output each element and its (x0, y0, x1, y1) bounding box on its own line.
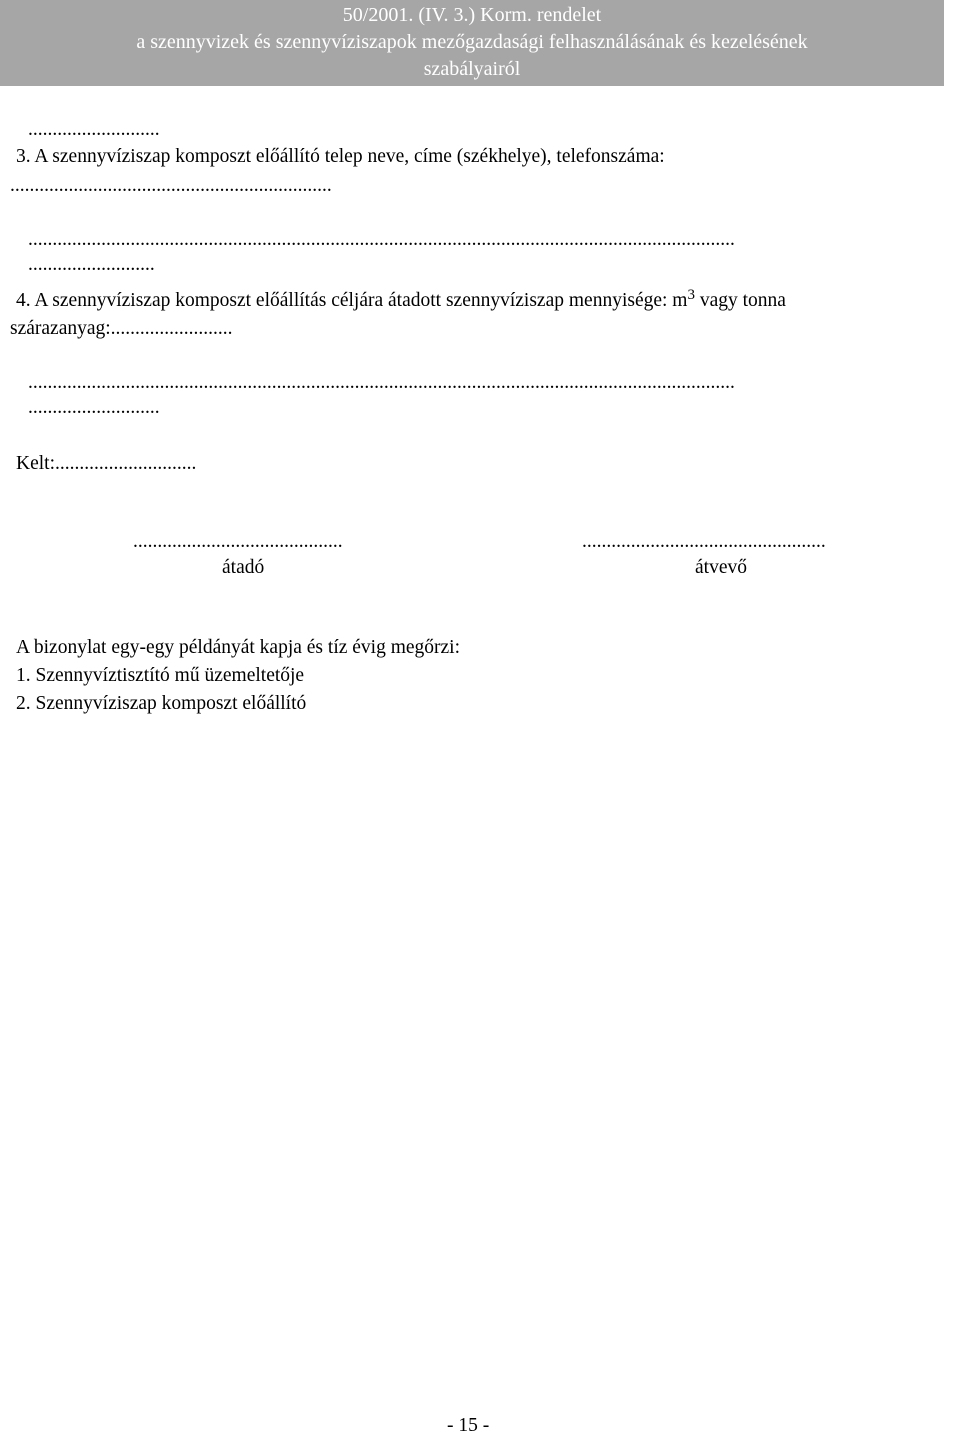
signature-line-right: .................................................. (582, 531, 826, 552)
signature-label-left: átadó (222, 557, 265, 578)
item-4-line-2: szárazanyag:......................... (10, 318, 233, 339)
signature-line-left: ........................................... (133, 531, 343, 552)
header-title-line: a szennyvizek és szennyvíziszapok mezőgazdasági felhasználásának és kezelésének (136, 31, 808, 53)
item-3-fill-line-1: .................................................................. (10, 175, 332, 196)
item-3-fill-line-3: .......................... (28, 254, 155, 275)
page-number: - 15 - (447, 1415, 490, 1436)
footer-note-line-1: A bizonylat egy-egy példányát kapja és tíz évig megőrzi: (16, 637, 461, 658)
item-3-fill-line-2: ................................................................................................................................................. (28, 229, 735, 250)
footer-note-line-3: 2. Szennyvíziszap komposzt előállító (16, 693, 307, 714)
footer-note-line-2: 1. Szennyvíztisztító mű üzemeltetője (16, 665, 305, 686)
item-4-text: 4. A szennyvíziszap komposzt előállítás céljára átadott szennyvíziszap mennyisége: m (16, 290, 688, 311)
signature-label-right: átvevő (695, 557, 747, 578)
item-4-fill-line-2: ........................... (28, 397, 160, 418)
item-3-label: 3. A szennyvíziszap komposzt előállító telep neve, címe (székhelye), telefonszáma: (16, 146, 665, 167)
dots-line-top: ........................... (28, 119, 160, 140)
item-4-label (16, 289, 786, 313)
document-header (0, 0, 944, 86)
item-4-fill-line-1: ................................................................................................................................................. (28, 372, 735, 393)
header-regulation-number: 50/2001. (IV. 3.) Korm. rendelet (342, 4, 602, 26)
item-4-tail: vagy tonna (694, 290, 786, 311)
header-title-line-2: szabályairól (423, 58, 521, 80)
date-field-label: Kelt:............................. (16, 453, 197, 474)
item-4-superscript: 3 (687, 287, 695, 303)
